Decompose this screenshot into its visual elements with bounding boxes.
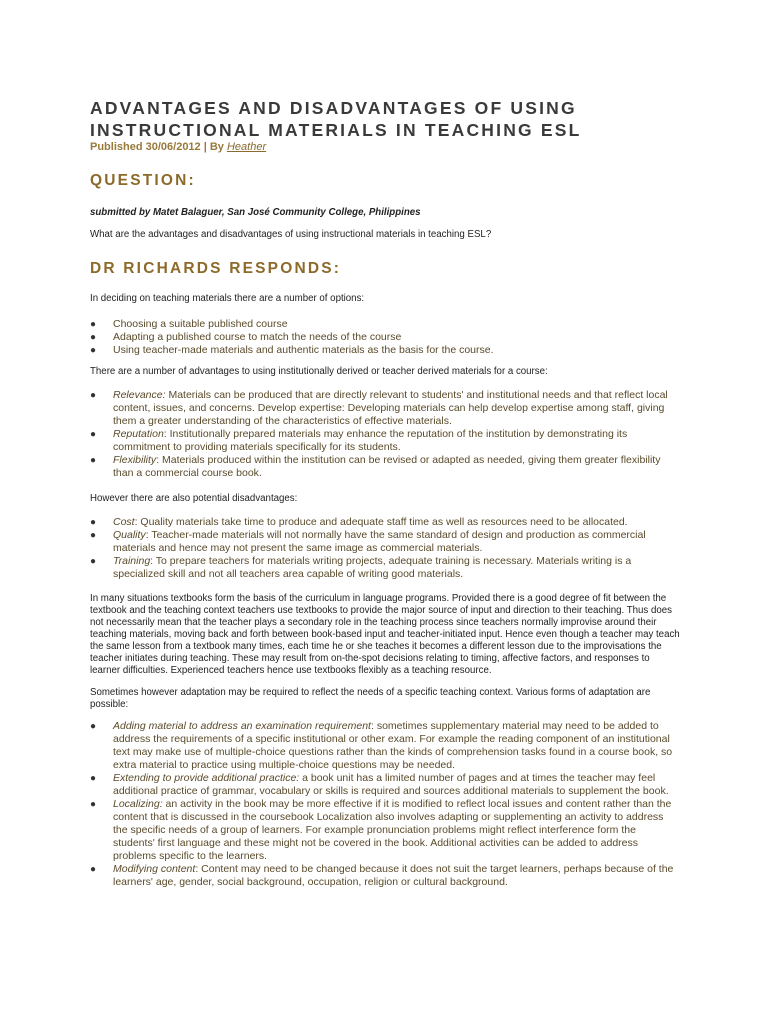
options-intro: In deciding on teaching materials there are a number of options: — [90, 293, 365, 304]
list-item: ● Extending to provide additional practice: a book unit has a limited number of pages and at times the teacher may feel additional practice of grammar, vocabulary or skills is required and sources additional materials to supplement the book. — [90, 772, 669, 797]
question-text: What are the advantages and disadvantages of using instructional materials in teaching ESL? — [90, 229, 492, 240]
adaptations-list — [90, 720, 680, 889]
list-item: ● Localizing: an activity in the book may be more effective if it is modified to reflect local issues and content rather than the content that is discussed in the coursebook Localization also involves adapting or supplementing an activity to address the specific needs of a group of learners. For example pronunciation problems might reflect interference form the students' first language and these might not be covered in the book. Additional activities can be added to address problems specific to the learners. — [90, 798, 672, 862]
published-label: Published 30/06/2012 | By — [90, 141, 227, 153]
bullet-icon: ● — [90, 530, 97, 541]
list-item: ● Choosing a suitable published course — [90, 318, 288, 330]
bullet-icon: ● — [90, 721, 97, 732]
bullet-icon: ● — [90, 390, 97, 401]
author-link[interactable]: Heather — [226, 141, 267, 153]
advantages-intro: There are a number of advantages to using institutionally derived or teacher derived materials for a course: — [90, 366, 548, 377]
list-item: ● Relevance: Materials can be produced that are directly relevant to students' and institutional needs and that reflect local content, issues, and concerns. Develop expertise: Developing materials can help develop expertise among staff, giving them a greater understanding of the characteristics of effective materials. — [90, 389, 668, 427]
list-item: ● Quality: Teacher-made materials will not normally have the same standard of design and production as commercial materials and hence may not present the same image as commercial materials. — [90, 529, 646, 554]
list-item: ● Cost: Quality materials take time to produce and adequate staff time as well as resources need to be allocated. — [90, 516, 628, 528]
bullet-icon: ● — [90, 864, 97, 875]
question-heading: QUESTION: — [90, 172, 196, 189]
response-heading: DR RICHARDS RESPONDS: — [90, 260, 342, 277]
bullet-icon: ● — [90, 517, 97, 528]
list-item: ● Modifying content: Content may need to be changed because it does not suit the target learners, perhaps because of the learners' age, gender, social background, occupation, religion or cultural background. — [90, 863, 674, 888]
options-list — [90, 318, 680, 357]
article-title — [90, 97, 582, 141]
bullet-icon: ● — [90, 345, 97, 356]
bullet-icon: ● — [90, 773, 97, 784]
bullet-icon: ● — [90, 429, 97, 440]
list-item: ● Flexibility: Materials produced within the institution can be revised or adapted as needed, giving them greater flexibility than a commercial course book. — [90, 454, 661, 479]
adaptation-intro: Sometimes however adaptation may be required to reflect the needs of a specific teaching context. Various forms of adaptation are possible: — [90, 687, 651, 710]
bullet-icon: ● — [90, 332, 97, 343]
publish-info — [90, 141, 266, 153]
bullet-icon: ● — [90, 455, 97, 466]
list-item: ● Adding material to address an examination requirement: sometimes supplementary material may need to be added to address the requirements of a specific institutional or other exam. For example the reading component of an institutional text may make use of multiple-choice questions rather than the kinds of comprehension tasks found in a course book, so extra material to practice using multiple-choice questions may be needed. — [90, 720, 673, 771]
list-item: ● Adapting a published course to match the needs of the course — [90, 331, 402, 343]
textbooks-paragraph: In many situations textbooks form the basis of the curriculum in language programs. Provided there is a good degree of fit between the textbook and the teaching context teachers use textbooks to provide the major source of input and direction to their teaching. Thus does not necessarily mean that the teacher plays a secondary role in the teaching process since teachers normally improvise around their teaching materials, moving back and forth between book-based input and teacher-initiated input. Hence even though a teacher may teach the same lesson from a textbook many times, each time he or she teaches it becomes a different lesson due to the improvisations the teacher initiates during teaching. These may result from on-the-spot decisions relating to timing, affective factors, and responses to learner difficulties. Experienced teachers hence use textbooks flexibly as a teaching resource. — [90, 593, 680, 676]
advantages-list — [90, 389, 680, 480]
list-item: ● Using teacher-made materials and authentic materials as the basis for the course. — [90, 344, 494, 356]
disadvantages-intro: However there are also potential disadvantages: — [90, 493, 298, 504]
list-item: ● Reputation: Institutionally prepared materials may enhance the reputation of the institution by demonstrating its commitment to providing materials specifically for its students. — [90, 428, 628, 453]
bullet-icon: ● — [90, 556, 97, 567]
article-title-line-2: INSTRUCTIONAL MATERIALS IN TEACHING ESL — [90, 120, 582, 140]
article-title-line-1: ADVANTAGES AND DISADVANTAGES OF USING — [90, 98, 577, 118]
list-item: ● Training: To prepare teachers for materials writing projects, adequate training is necessary. Materials writing is a specialized skill and not all teachers area capable of writing good materials. — [90, 555, 632, 580]
bullet-icon: ● — [90, 319, 97, 330]
bullet-icon: ● — [90, 799, 97, 810]
submitter-line: submitted by Matet Balaguer, San José Community College, Philippines — [90, 207, 421, 218]
disadvantages-list — [90, 516, 680, 581]
